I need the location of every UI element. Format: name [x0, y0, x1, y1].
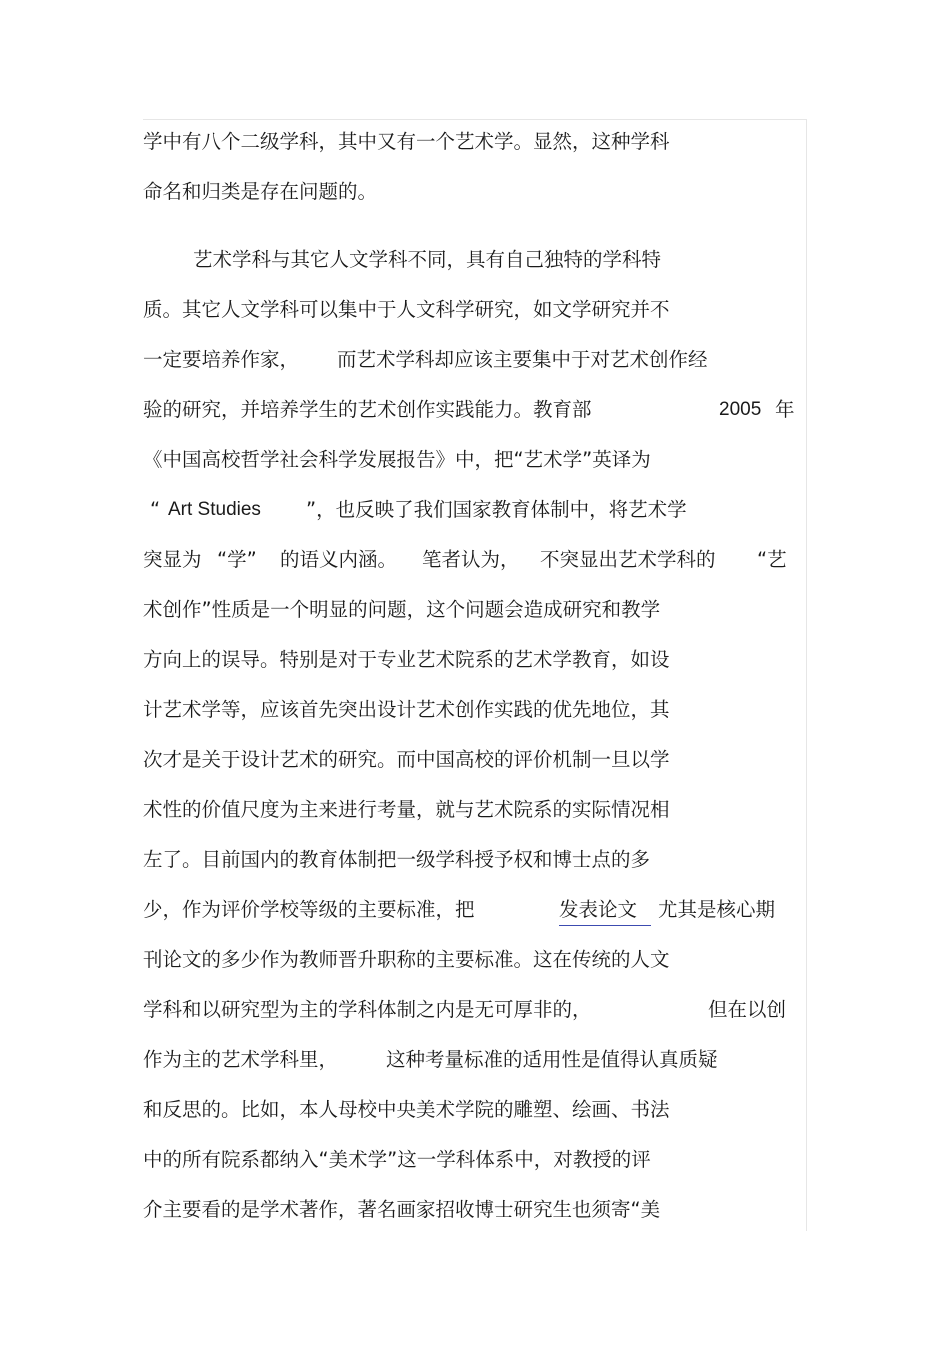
text-line: 突显为 “学” 的语义内涵。 笔者认为， 不突显出艺术学科的 “艺 [143, 548, 787, 571]
text-line: 验的研究，并培养学生的艺术创作实践能力。教育部 2005 年 [143, 398, 795, 421]
text-line: 少，作为评价学校等级的主要标准，把 发表论文 尤其是核心期 [143, 895, 155, 925]
text-line: 作为主的艺术学科里， 这种考量标准的适用性是值得认真质疑 [143, 1048, 718, 1071]
text-line: “ Art Studies ”，也反映了我们国家教育体制中，将艺术学 [150, 498, 687, 521]
hyperlink[interactable]: 发表论文 [559, 895, 651, 926]
text-line: 学科和以研究型为主的学科体制之内是无可厚非的， 但在以创 [143, 998, 787, 1021]
text-line: 一定要培养作家， 而艺术学科却应该主要集中于对艺术创作经 [143, 348, 708, 371]
